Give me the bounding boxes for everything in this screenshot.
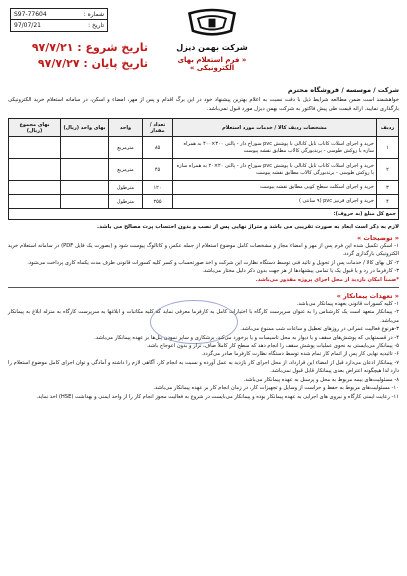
row-number: ۱ <box>377 137 399 159</box>
notes-title: « توضیحات » <box>356 234 399 242</box>
row-unit: مترطول <box>109 181 143 195</box>
table-header-row <box>9 119 399 137</box>
row-qty: ۲۵۵ <box>143 195 173 209</box>
col-desc-header: مشخصات ردیف کالا / خدمات مورد استعلام <box>173 119 377 137</box>
ref-date-label: تاریخ : <box>88 22 104 29</box>
row-unit: مترمربع <box>109 137 143 159</box>
obligation-item: ۱- کلیه کسورات قانونی بعهده پیمانکار می‌باشد. <box>296 301 399 308</box>
table-row <box>9 181 399 195</box>
note-item-highlight: *ضمناً امکان بازدید از محل اجرای پروژه مقدور می‌باشد. <box>255 276 399 283</box>
bahman-logo-icon <box>186 8 238 38</box>
row-number: ۲ <box>377 159 399 181</box>
notes-list <box>8 242 399 284</box>
ref-number-value: S97-77604 <box>14 10 47 18</box>
row-unit: مترطول <box>109 195 143 209</box>
row-number: ۳ <box>377 181 399 195</box>
intro-paragraph: خواهشمند است ضمن مطالعه شرایط ذیل با دقت نسبت به اعلام بهترین پیشنهاد خود در این برگ اقدام و پس از مهر، امضاء و اسکن، در سامانه استعلام خرید الکترونیکی بارگذاری نمایید. ارائه قیمت طی پیش فاکتور به شرکت بهمن دیزل مورد قبول نمی‌باشد. <box>8 97 399 112</box>
obligation-item: ۳-هرنوع فعالیت عمرانی در روزهای تعطیل و ساعات شب ممنوع می‌باشد. <box>240 326 399 333</box>
obligation-item: ۱۱- رعایت ایمنی کارگاه و نیروی های اجرایی به عهده پیمانکار بوده و پیمانکار می‌بایست در شروع به فعالیت مجوز انجام کار را از واحد ایمنی و بهداشت (HSE) اخذ نماید. <box>36 393 399 400</box>
row-qty: ۱۲۰ <box>143 181 173 195</box>
row-total-cell[interactable] <box>9 137 61 159</box>
obligation-item: ۵- پیمانکار می‌بایستی به نحوی عملیات پوشش سقف را انجام دهد که سطح کار کاملاً صاف، تراز و بدون اعوجاج باشد. <box>146 343 399 350</box>
note-item: ۱- اسکن تکمیل شده این فرم پس از مهر و امضاء مجاز و مشخصات کامل موضوع استعلام از جمله عکس و کاتالوگ پیوست شود و (بصورت یک فایل PDF) در سامانه استعلام خرید الکترونیکی بارگذاری گردد. <box>8 243 399 258</box>
end-date-value: ۹۷/۷/۲۷ <box>37 57 80 70</box>
stamp-mark <box>150 300 238 344</box>
row-total-cell[interactable] <box>9 181 61 195</box>
company-logo-block <box>160 8 264 72</box>
row-qty: ۴۵ <box>143 159 173 181</box>
obligation-item: ۴- در قسمتهایی که پوشش‌های سقف و یا دیوار به محل تاسیسات و یا برخورد می‌کند، برشکاری و ساپر نمودن پنل‌ها بر عهده پیمانکار می‌باشد. <box>94 334 399 341</box>
obligation-item: ۱۰- مسئولیت‌های مربوط به حفظ و حراست از وسایل و تجهیزات کار، در زمان انجام کار بر عهده پیمانکار می‌باشد. <box>153 385 399 392</box>
row-description: خرید و اجرای اسلات کاناب تابل کانالی با پوشش pvc سوراخ دار - پالتی ۳۰۰×۴۰۰ به همراه سازه با روکش طوسی - برندبورگی کالاب مطابق نقشه پیوست <box>173 137 377 159</box>
obligations-title: « تعهدات پیمانکار » <box>336 292 399 301</box>
reference-box <box>10 8 108 32</box>
obligation-item: ۲- پیمانکار متعهد است یک کارشناس را به عنوان سرپرست کارگاه با اختیارات کامل به کارفرما معرفی نماید که کلیه مکاتبات و ابلاغها به سرپرست کارگاه به منزله ابلاغ به پیمانکار می‌باشد. <box>8 309 399 324</box>
start-date-value: ۹۷/۷/۲۱ <box>31 41 74 54</box>
table-row <box>9 137 399 159</box>
total-label: جمع کل مبلغ (به حروف): <box>9 209 399 220</box>
total-row <box>9 209 399 220</box>
note-item: ۲- کل بهای کالا / خدمات پس از تحویل و تائید فنی توسط دستگاه نظارت این شرکت و اخذ صورتحساب و کسر کلیه کسورات قانونی طرف مدت یکماه کاری پرداخت می‌شود. <box>27 259 399 266</box>
dimension-note: لازم به ذکر است ابعاد به صورت تقریبی می باشد و متراژ نهایی پس از نصب و بدون احتساب پرت مصالح می باشد. <box>97 224 399 230</box>
row-number: ۴ <box>377 195 399 209</box>
col-qty-header: تعداد / مقدار <box>143 119 173 137</box>
obligation-item: ۶- تائیدیه نهایی کار پس از اتمام کار تمام شده توسط دستگاه نظارت کارفرما صادر می‌گردد. <box>201 351 399 358</box>
note-item: ۳- کارفرما در رد و یا قبول یک یا تمامی پیشنهادها از هر جهت بدون ذکر دلیل مختار می‌باشد. <box>202 268 399 275</box>
greeting: شرکت / موسسه / فروشگاه محترم <box>287 86 399 94</box>
company-name: شرکت بهمن دیزل <box>176 43 248 52</box>
row-qty: ۸۵ <box>143 137 173 159</box>
row-total-cell[interactable] <box>9 195 61 209</box>
row-unit-price-cell[interactable] <box>61 195 109 209</box>
table-row <box>9 159 399 181</box>
row-description: خرید و اجرای اسکلت سطح کوبی مطابق نقشه پیوست <box>173 181 377 195</box>
deadline-dates <box>18 40 148 72</box>
row-description: خرید و اجرای قرنیز pvc (۹ سانتی ) <box>173 195 377 209</box>
divider <box>8 287 399 288</box>
letter-header <box>8 6 399 84</box>
col-unit-price-header: بهای واحد (ریال) <box>61 119 109 137</box>
row-unit-price-cell[interactable] <box>61 159 109 181</box>
end-date-label: تاریخ پایان : <box>83 57 148 70</box>
obligation-item: ۷- پیمانکار اذعان می‌دارد قبل از امضاء این قرارداد، از محل اجرای کار بازدید به عمل آورده و نسبت به انجام کار، آگاهی لازم را داشته و آمادگی و توان اجرای کامل موضوع استعلام را دارد لذا هیچگونه اعتراض بعدی پیمانکار قابل قبول نمی‌باشد. <box>8 359 399 375</box>
ref-number-label: شماره : <box>83 10 104 18</box>
row-unit: مترمربع <box>109 159 143 181</box>
row-total-cell[interactable] <box>9 159 61 181</box>
col-unit-header: واحد <box>109 119 143 137</box>
obligation-item: ۸- مسئولیت‌های بیمه مربوط به محل و پرسنل به عهده پیمانکار می‌باشد. <box>243 376 399 383</box>
col-total-header: بهای مجموع (ریال) <box>9 119 61 137</box>
table-row <box>9 195 399 209</box>
items-table <box>8 118 399 220</box>
row-unit-price-cell[interactable] <box>61 181 109 195</box>
row-unit-price-cell[interactable] <box>61 137 109 159</box>
start-date-label: تاریخ شروع : <box>77 41 148 54</box>
ref-date-value: 97/07/21 <box>14 22 41 29</box>
row-description: خرید و اجرای اسلات کاناب تابل کانالی با پوشش pvc سوراخ دار - پالتی ۲۰×۲۰ به همراه سازه با روکش طوسی - برندبورگی کالاب مطابق نقشه پیوست <box>173 159 377 181</box>
col-row-header: ردیف <box>377 119 399 137</box>
form-title: « فرم استعلام بهای الکترونیکی » <box>177 56 247 72</box>
